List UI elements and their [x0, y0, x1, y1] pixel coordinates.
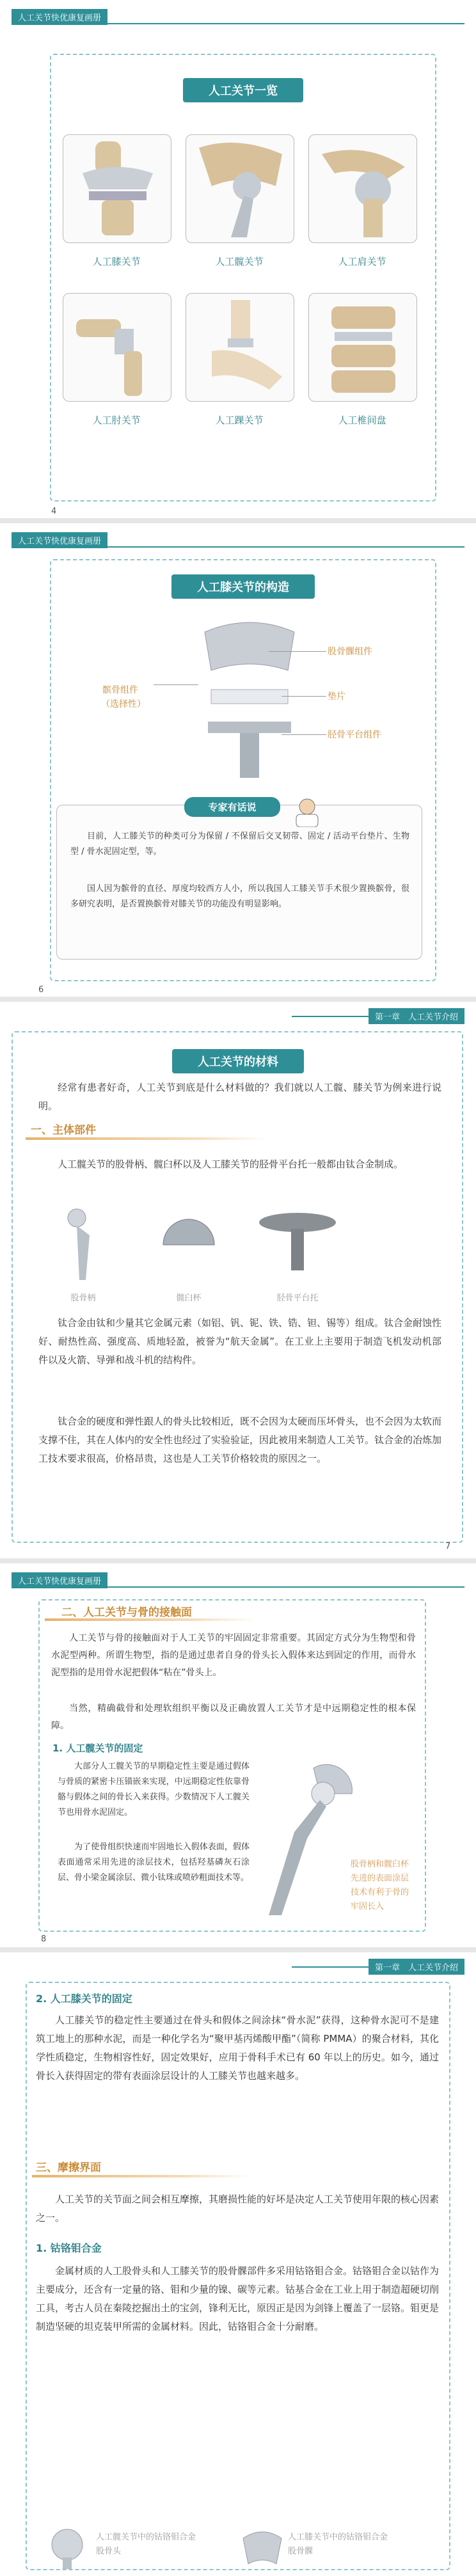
- page-title: 人工膝关节的构造: [171, 574, 315, 599]
- page-title: 人工关节一览: [183, 78, 303, 102]
- header-rule: [12, 1586, 464, 1588]
- doctor-avatar-icon: [291, 795, 323, 827]
- callout-patella-note: （选择性）: [101, 699, 146, 709]
- joint-label: 人工肩关节: [338, 256, 386, 267]
- joint-label: 人工肘关节: [92, 415, 141, 426]
- image-caption: 胫骨平台托: [276, 1293, 319, 1303]
- image-caption: 髋臼杯: [176, 1293, 202, 1303]
- callout-line: [282, 734, 326, 735]
- joint-label: 人工膝关节: [92, 256, 141, 267]
- page-number: 7: [445, 1542, 451, 1551]
- page-2: [0, 523, 476, 997]
- body-paragraph: 人工髋关节的股骨柄、髋臼杯以及人工膝关节的胫骨平台托一般都由钛合金制成。: [58, 1158, 404, 1170]
- body-paragraph: 人工关节的关节面之间会相互摩擦，其磨损性能的好坏是决定人工关节使用年限的核心因素之一。: [36, 2193, 440, 2224]
- page-3: [0, 1002, 476, 1558]
- image-caption: 股骨柄: [70, 1293, 96, 1303]
- expert-paragraph: 目前，人工膝关节的种类可分为保留 / 不保留后交叉韧带、固定 / 活动平台垫片、生物型 / 骨水泥固定型，等。: [70, 832, 409, 857]
- body-paragraph: 人工关节与骨的接触面对于人工关节的牢固固定非常重要。其固定方式分为生物型和骨水泥型两种。所谓生物型，指的是通过患者自身的骨头长入假体来达到固定的作用，而骨水泥型指的是用骨水泥把假体“粘在”骨头上。: [51, 1633, 416, 1678]
- header-tag: 人工关节快优康复画册: [12, 532, 107, 548]
- chapter-tag: 第一章 人工关节介绍: [369, 1008, 464, 1024]
- knee-prosthesis-illustration: [192, 613, 307, 786]
- body-paragraph: 金属材质的人工股骨头和人工膝关节的股骨髁部件多采用钴铬钼合金。钴铬钼合金以钴作为主要成分，还含有一定量的铬、钼和少量的镍、碳等元素。钴基合金在工业上用于制造超硬切削工具，考古人员在秦陵挖掘出土的宝剑，锋利无比，原因正是因为剑锋上覆盖了一层铬。钼更是制造坚硬的坦克装甲所需的金属材料。因此，钴铬钼合金十分耐磨。: [36, 2265, 440, 2332]
- page-number: 8: [41, 1934, 47, 1944]
- expert-title: 专家有话说: [184, 797, 280, 817]
- shoulder-joint-image: [308, 134, 417, 243]
- hip-prosthesis-image: [256, 1755, 358, 1922]
- body-paragraph: 大部分人工髋关节的早期稳定性主要是通过假体与骨质的紧密卡压锚嵌来实现，中远期稳定性依靠骨骼与假体之间的骨长入来获得。少数情况下人工髋关节也用骨水泥固定。: [58, 1762, 250, 1817]
- body-paragraph: 为了使骨组织快速而牢固地长入假体表面，假体表面通常采用先进的涂层技术，包括羟基磷灰石涂层、骨小梁金属涂层、微小钛珠或喷砂粗面技术等。: [58, 1842, 250, 1883]
- femoral-stem-image: [58, 1206, 109, 1283]
- acetabular-cup-image: [157, 1213, 221, 1277]
- subsection-heading: 1. 钴铬钼合金: [36, 2242, 102, 2254]
- joint-label: 人工踝关节: [215, 415, 264, 426]
- subsection-heading: 2. 人工膝关节的固定: [36, 1993, 132, 2005]
- body-paragraph: 当然，精确截骨和处理软组织平衡以及正确放置人工关节才是中远期稳定性的根本保障。: [51, 1703, 416, 1731]
- content-frame: [50, 54, 436, 502]
- section-heading: 一、主体部件: [31, 1124, 96, 1137]
- callout-pad: 垫片: [328, 691, 345, 702]
- page-title: 人工关节的材料: [172, 1049, 304, 1073]
- body-paragraph: 钛合金由钛和少量其它金属元素（如铝、钒、铌、铁、锆、钽、锡等）组成。钛合金耐蚀性好、耐热性高、强度高、质地轻盈，被誉为“航天金属”。在工业上主要用于制造飞机发动机部件以及火箭、导弹和战斗机的结构件。: [38, 1317, 442, 1366]
- joint-label: 人工髋关节: [215, 256, 264, 267]
- hip-joint-image: [186, 134, 294, 243]
- page-5: [0, 1952, 476, 2576]
- header-rule: [12, 23, 464, 24]
- spinal-disc-image: [308, 293, 417, 402]
- header-right: [292, 1959, 464, 1975]
- expert-paragraph: 国人因为髌骨的直径、厚度均较西方人小，所以我国人工膝关节手术很少置换髌骨，很多研究表明，是否置换髌骨对膝关节的功能没有明显影响。: [70, 884, 409, 909]
- intro-paragraph: 经常有患者好奇，人工关节到底是什么材料做的？我们就以人工髋、膝关节为例来进行说明。: [38, 1082, 441, 1112]
- callout-line: [154, 684, 198, 685]
- header-rule: [12, 546, 464, 548]
- section-heading: 二、人工关节与骨的接触面: [61, 1606, 192, 1619]
- page-number: 6: [38, 985, 44, 995]
- chapter-tag: 第一章 人工关节介绍: [369, 1959, 464, 1975]
- callout-tibial: 胫骨平台组件: [328, 730, 381, 740]
- callout-line: [269, 651, 326, 652]
- tibial-tray-image: [256, 1206, 339, 1277]
- joint-label: 人工椎间盘: [338, 415, 386, 426]
- section-bar: [26, 1137, 269, 1140]
- callout-line: [282, 696, 326, 697]
- callout-patella: 髌骨组件: [102, 685, 138, 695]
- header-tag: 人工关节快优康复画册: [12, 9, 107, 25]
- header-tag: 人工关节快优康复画册: [12, 1572, 107, 1588]
- ankle-joint-image: [186, 293, 294, 402]
- section-bar: [32, 2175, 250, 2177]
- page-4: [0, 1563, 476, 1947]
- callout-femoral: 股骨髁组件: [328, 647, 372, 657]
- image-caption: 人工髋关节中的钴铬钼合金股骨头: [96, 2533, 196, 2556]
- body-paragraph: 人工膝关节的稳定性主要通过在骨头和假体之间涂抹“骨水泥”获得，这种骨水泥可不是建筑工地上的那种水泥，而是一种化学名为“聚甲基丙烯酸甲酯”（简称 PMMA）的聚合材料，其化学性质稳定，生物相容性好，固定效果好，应用于骨科手术已有 60 年以上的历史。如今，通过骨长入获得固定的带有表面涂层设计的人工膝关节也越来越多。: [36, 2014, 439, 2082]
- elbow-joint-image: [63, 293, 171, 402]
- knee-joint-image: [63, 134, 171, 243]
- section-heading: 三、摩擦界面: [36, 2161, 101, 2174]
- header-right: [292, 1008, 464, 1024]
- femoral-condyle-image: [237, 2525, 288, 2570]
- image-caption: 股骨柄和髋臼杯先进的表面涂层技术有利于骨的牢固长入: [351, 1860, 409, 1911]
- body-paragraph: 钛合金的硬度和弹性跟人的骨头比较相近，既不会因为太硬而压坏骨头，也不会因为太软而支撑不住，其在人体内的安全性也经过了实验验证，因此被用来制造人工关节。钛合金的冶炼加工技术要求很高，价格昂贵，这也是人工关节价格较贵的原因之一。: [38, 1416, 442, 1464]
- subsection-heading: 1. 人工髋关节的固定: [52, 1742, 143, 1754]
- femoral-head-image: [45, 2525, 96, 2570]
- page-1: [0, 0, 476, 518]
- page-number: 4: [51, 507, 57, 516]
- image-caption: 人工膝关节中的钴铬钼合金股骨髁: [288, 2533, 388, 2556]
